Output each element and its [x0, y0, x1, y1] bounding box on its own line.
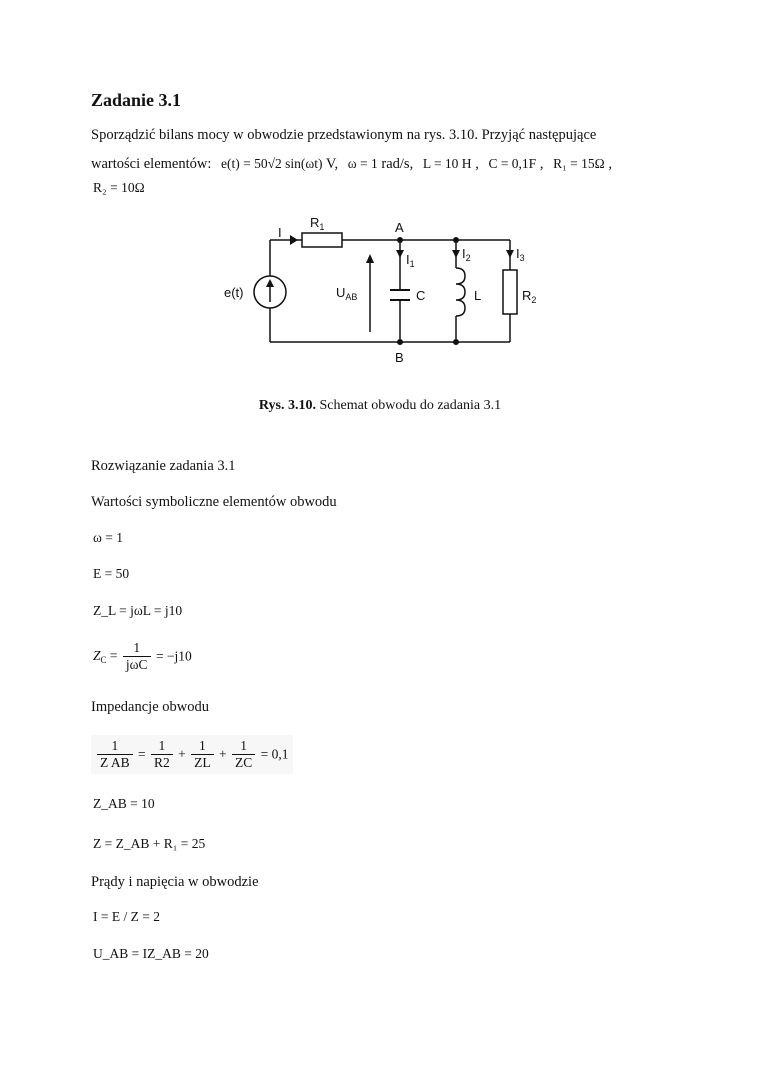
label-uab: $U_{AB}$ — [336, 285, 358, 302]
figure-caption — [0, 398, 760, 414]
eq-ZC: $Z_C$ = $\frac{1}{\text{jωC}}$ = −j10 — [93, 640, 192, 672]
caption-text: Schemat obwodu do zadania 3.1 — [319, 398, 502, 413]
eq-ZAB: Z_AB = 10 — [93, 796, 155, 811]
inductor-l — [456, 268, 465, 316]
label-r2: $R_2$ — [522, 288, 537, 305]
label-i1: $I_1$ — [406, 252, 415, 269]
label-r1: $R_1$ — [310, 215, 325, 232]
label-i: I — [278, 225, 282, 240]
label-node-a: A — [395, 220, 404, 235]
label-source: e(t) — [224, 285, 244, 300]
junction-dot-bottom — [453, 339, 459, 345]
page-title: Zadanie 3.1 — [91, 90, 182, 110]
eq-ZL: Z_L = jωL = j10 — [93, 603, 183, 618]
label-c: C — [416, 288, 426, 303]
capacitor-c — [390, 290, 410, 300]
current-i1-arrow — [396, 250, 404, 258]
intro-line-1: Sporządzić bilans mocy w obwodzie przedstawionym na rys. 3.10. Przyjąć następujące — [91, 127, 597, 143]
R1-value: R₁ = 15Ω — [553, 156, 605, 171]
resistor-r1 — [302, 233, 342, 247]
current-i-arrow — [290, 235, 298, 245]
eq-E: E = 50 — [93, 566, 130, 581]
eq-I: I = E / Z = 2 — [93, 909, 160, 924]
label-l: L — [474, 288, 482, 303]
solution-heading: Rozwiązanie zadania 3.1 — [91, 458, 236, 474]
R2-value: R₂ = 10Ω — [93, 180, 145, 195]
omega-value: ω = 1 — [347, 156, 378, 171]
L-value: L = 10 H — [422, 156, 472, 171]
eq-Z: Z = Z_AB + R₁ = 25 — [93, 836, 206, 851]
circuit-diagram — [220, 212, 550, 372]
currents-heading: Prądy i napięcia w obwodzie — [91, 874, 259, 890]
current-i2-arrow — [452, 250, 460, 258]
node-b-dot — [397, 339, 403, 345]
caption-label: Rys. 3.10. — [258, 398, 316, 413]
eq-UAB: U_AB = IZ_AB = 20 — [93, 946, 209, 961]
label-i3: $I_3$ — [516, 246, 525, 263]
symbolic-heading: Wartości symboliczne elementów obwodu — [91, 494, 337, 510]
intro-prefix: wartości elementów: — [91, 156, 212, 172]
e-unit: V, — [325, 156, 339, 172]
junction-dot-top — [453, 237, 459, 243]
impedance-heading: Impedancje obwodu — [91, 699, 209, 715]
C-value: C = 0,1F — [488, 156, 537, 171]
label-i2: $I_2$ — [462, 246, 471, 263]
eq-impedance-sum: $\frac{1}{\text{Z AB}}$ = $\frac{1}{R2}$ + $\frac{1}{ZL}$ + $\frac{1}{ZC}$ = 0,1 — [91, 735, 293, 774]
intro-line-2: wartości elementów: e(t) = 50√2 sin(ωt) V, ω = 1 rad/s, L = 10 H , C = 0,1F , R₁ = 15Ω , — [91, 156, 612, 172]
node-a-dot — [397, 237, 403, 243]
e-t-value: e(t) = 50√2 sin(ωt) — [221, 156, 323, 171]
eq-omega: ω = 1 — [93, 530, 123, 545]
label-node-b: B — [395, 350, 404, 365]
omega-unit: rad/s, — [381, 156, 414, 172]
resistor-r2 — [503, 270, 517, 314]
current-i3-arrow — [506, 250, 514, 258]
